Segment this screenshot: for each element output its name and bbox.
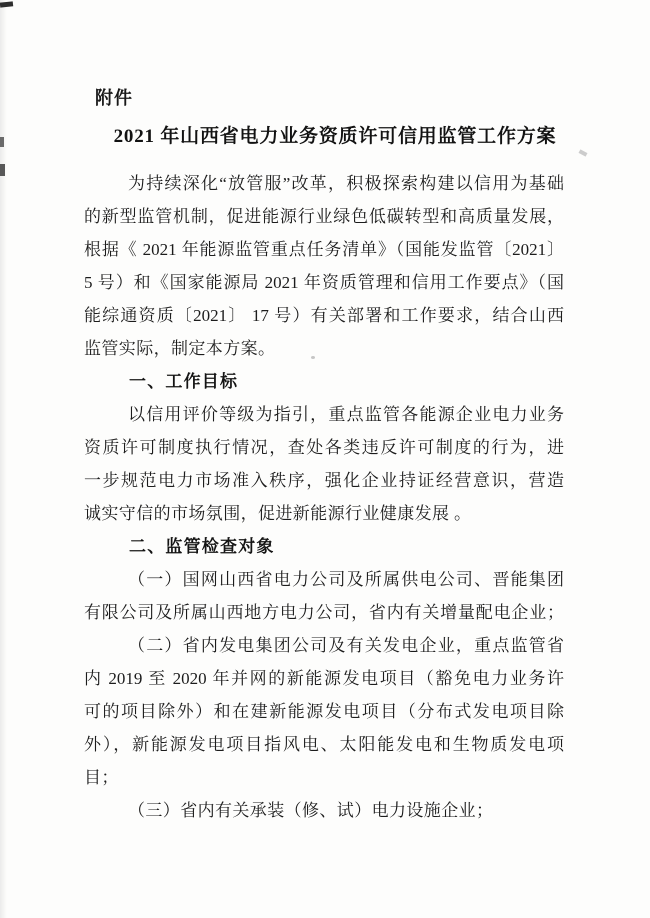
doc-line: 为持续深化“放管服”改革，积极探索构建以信用为基础: [128, 174, 564, 193]
doc-line: 根据《 2021 年能源监管重点任务清单》（国能发监管〔2021〕: [84, 240, 564, 259]
scan-artifact-edge-1: [0, 137, 4, 147]
doc-line: （一）国网山西省电力公司及所属供电公司、晋能集团: [128, 570, 564, 589]
doc-line: 一步规范电力市场准入秩序，强化企业持证经营意识，营造: [84, 471, 564, 490]
doc-line: （三）省内有关承装（修、试）电力设施企业；: [128, 801, 494, 820]
doc-line: 能综通资质〔2021〕 17 号）有关部署和工作要求，结合山西: [84, 306, 564, 325]
doc-line: 5 号）和《国家能源局 2021 年资质管理和信用工作要点》（国: [84, 273, 564, 292]
scan-artifact-smudge: [579, 149, 588, 156]
doc-line: （二）省内发电集团公司及有关发电企业，重点监管省: [128, 636, 564, 655]
scan-artifact-edge-2: [0, 164, 5, 176]
document-title: 2021 年山西省电力业务资质许可信用监管工作方案: [113, 126, 557, 147]
doc-line: 监管实际，制定本方案。: [84, 339, 276, 358]
doc-line: 外），新能源发电项目指风电、太阳能发电和生物质发电项: [84, 735, 564, 754]
doc-line: 目；: [84, 768, 119, 787]
heading-supervision-targets: 二、监管检查对象: [129, 537, 275, 556]
doc-line: 可的项目除外）和在建新能源发电项目（分布式发电项目除: [84, 702, 564, 721]
doc-line: 的新型监管机制，促进能源行业绿色低碳转型和高质量发展，: [84, 207, 564, 226]
attachment-label: 附件: [95, 88, 133, 108]
doc-line: 以信用评价等级为指引，重点监管各能源企业电力业务: [128, 405, 564, 424]
doc-line: 资质许可制度执行情况，查处各类违反许可制度的行为，进: [84, 438, 564, 457]
doc-line: 有限公司及所属山西地方电力公司，省内有关增量配电企业；: [84, 603, 564, 622]
doc-line: 诚实守信的市场氛围，促进新能源行业健康发展 。: [84, 504, 472, 523]
doc-line: 内 2019 至 2020 年并网的新能源发电项目（豁免电力业务许: [84, 669, 564, 688]
heading-work-goals: 一、工作目标: [129, 372, 239, 391]
document-body: [84, 167, 564, 827]
scan-artifact-corner: [0, 1, 13, 7]
